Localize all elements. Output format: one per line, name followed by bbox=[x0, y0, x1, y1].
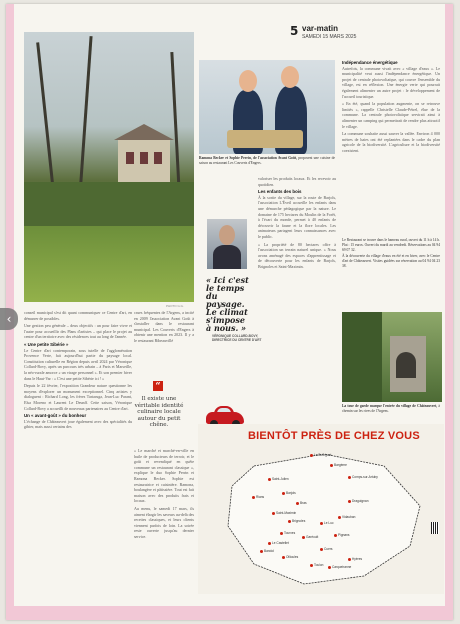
pink-margin-right bbox=[445, 4, 453, 620]
col-right-para: « En été, quand la population augmente, on se retrouve limités », rappelle Christelle Claude-Pétrel, élue de la commune. La centrale photovoltaïque servirait ainsi à alimenter un camping qui permettrait de rendre plus attractif le village. bbox=[342, 101, 440, 129]
quote-attribution: VÉRONIQUE COLLARD-BOVY, DIRECTRICE DU CENTRE D'ART bbox=[212, 334, 262, 342]
map-city-label: Tourves bbox=[284, 531, 296, 535]
photo-portrait bbox=[207, 219, 247, 269]
tree-trunk bbox=[170, 52, 180, 192]
map-city-label: Garéoult bbox=[306, 535, 319, 539]
house-window bbox=[154, 152, 162, 164]
barcode-icon bbox=[431, 522, 439, 534]
map-city-label: Draguignan bbox=[352, 499, 369, 503]
map-city-dot bbox=[320, 548, 323, 551]
col1-subhead: Un « avant-goût » du bonheur bbox=[24, 413, 87, 419]
map-city-dot bbox=[282, 556, 285, 559]
map-title: BIENTÔT PRÈS DE CHEZ VOUS bbox=[248, 430, 420, 442]
col2-para: crues fréquentes de l'Argens, a incité en 2009 l'association Avant Goût à s'installer dans le restaurant municipal. Les Couverts d'Engers à obtenir une mention en 2023. Il y a le restaurant Ribeauvillé bbox=[134, 310, 194, 343]
info-text: À la découverte du village d'eaux en été et en hiver, avec le Centre d'art de Châteauvert. Visites guidées sur réservation au 04 94 04 23 38. bbox=[342, 254, 440, 268]
tower-arch bbox=[396, 352, 416, 378]
col-right-para: La commune souhaite aussi sauver la vallée. Environ 4 000 mètres de haies ont été replantées dans le cadre du plan agricole de la biodiversité. L'agriculture et la biodiversité coexistent. bbox=[342, 131, 440, 153]
tower-caption-text: à chemin sur les rives de l'Argens. bbox=[342, 404, 440, 413]
map-city-label: Saint-Maximin bbox=[276, 511, 297, 515]
map-city-dot bbox=[338, 516, 341, 519]
chefs-caption bbox=[199, 156, 335, 165]
info-text: Le Restaurant se trouve dans le hameau rural, ouvert du 11 h à 14 h. Plat : 15 euros. Ouvert du mardi au vendredi. Réservations au 04 94 69 07 32. bbox=[342, 238, 440, 252]
map-city-dot bbox=[334, 534, 337, 537]
newspaper-logo: var-matin bbox=[302, 24, 339, 33]
map-city-dot bbox=[348, 476, 351, 479]
photo-chefs bbox=[199, 60, 335, 154]
hedge bbox=[24, 182, 194, 226]
house-window bbox=[140, 152, 148, 164]
col2-top bbox=[134, 310, 194, 344]
info-box bbox=[342, 238, 440, 269]
map-city-dot bbox=[260, 550, 263, 553]
cypress-tree bbox=[342, 312, 382, 402]
big-quote: « Ici c'est le temps du paysage. Le climat s'impose à nous. » bbox=[206, 275, 249, 333]
map-city-dot bbox=[252, 496, 255, 499]
masthead bbox=[290, 24, 440, 48]
map-city-label: Le Luc bbox=[324, 521, 334, 525]
map-city-label: Barjols bbox=[286, 491, 296, 495]
issue-date: SAMEDI 15 MARS 2025 bbox=[302, 34, 357, 40]
map-city-dot bbox=[302, 536, 305, 539]
quote-mark-icon: “ bbox=[153, 381, 163, 391]
tower-caption-bold: La tour de garde marque l'entrée du village de Châteauvert, bbox=[342, 404, 438, 408]
col3-middle bbox=[258, 176, 336, 270]
previous-page-button[interactable]: ‹ bbox=[0, 308, 18, 330]
portrait-face bbox=[219, 225, 235, 245]
pull-quote: Il existe une véritable identité culinaire locale autour du petit chêne. bbox=[134, 396, 184, 429]
map-city-label: Carqueiranne bbox=[332, 565, 352, 569]
map-city-dot bbox=[296, 502, 299, 505]
col1-para: Le Centre d'art contemporain, sous tutelle de l'agglomération Provence Verte, fait aujourd'hui partie du paysage local. Constitution culturelle en Région depuis avril 2024 par Véronique Collard-Bovy, après un parcours très urbain – à Paris et Marseille, la néo-rurale amorce « un virage personnel ». Et son premier hiver dans le Haut-Var : « C'est une petite Sibérie ici ! » bbox=[24, 347, 132, 381]
col1-para: L'échange de Châteauvert joue également avec des spécialités du gibier, mais aussi certains des bbox=[24, 418, 132, 430]
var-department-map bbox=[214, 446, 434, 588]
map-city-label: Comps-sur-Artuby bbox=[352, 475, 378, 479]
map-city-label: Hyères bbox=[352, 557, 363, 561]
col-right bbox=[342, 60, 440, 154]
tree-trunk bbox=[36, 42, 55, 191]
map-city-dot bbox=[320, 522, 323, 525]
map-city-label: Le Castellet bbox=[272, 541, 289, 545]
tree-trunk bbox=[78, 36, 92, 196]
col3-mid-para: valoriser les produits locaux. Et les recevoir au quotidien. bbox=[258, 176, 336, 187]
map-city-dot bbox=[328, 566, 331, 569]
map-city-label: Bandol bbox=[264, 549, 274, 553]
house-roof bbox=[114, 124, 174, 140]
portrait-body bbox=[213, 245, 241, 269]
photo-credit: PHOTO G.G. bbox=[166, 304, 184, 308]
pink-margin-bottom bbox=[6, 606, 453, 620]
map-city-label: Vidauban bbox=[342, 515, 356, 519]
map-city-label: Bargème bbox=[334, 463, 347, 467]
map-city-label: Le Bourguet bbox=[314, 453, 332, 457]
map-city-dot bbox=[282, 492, 285, 495]
food-tray bbox=[227, 130, 303, 148]
col3-mid-subhead: Les enfants des bois bbox=[258, 189, 302, 195]
col-right-para: Autrefois, la commune vivait avec « village d'eaux ». Le municipalité veut aussi l'indépendance énergétique. Un projet de centrale photovoltaïque, qui couvre l'ensemble du village, est en réflexion. Une énergie verte qui pourrait également alimenter un autre projet : le développement de l'accueil touristique. bbox=[342, 65, 440, 99]
col1-para: Une gestion peu générale – deux objectifs : un pour faire vivre et l'autre pour accueillir des Plans d'artistes – qui place le projet au centre d'un territoire avec des résidences tout au long de l'année. bbox=[24, 323, 132, 340]
map-city-dot bbox=[288, 520, 291, 523]
map-city-label: Saint-Julien bbox=[272, 477, 289, 481]
map-city-dot bbox=[348, 558, 351, 561]
col1-para: conseil municipal s'est dit quant communiquer ce Centre d'art, en démarrer de possibles. bbox=[24, 310, 132, 321]
photo-watchtower bbox=[342, 312, 442, 402]
chef-head bbox=[239, 70, 257, 92]
col1-subhead: « Une petite Sibérie » bbox=[24, 341, 69, 347]
map-city-dot bbox=[310, 454, 313, 457]
page-number: 5 bbox=[290, 24, 299, 38]
department-outline bbox=[228, 454, 420, 584]
chefs-caption-text: proposent une cuisine de saison au restaurant Les Couverts d'Engers. bbox=[199, 156, 335, 165]
chef-head bbox=[281, 66, 299, 88]
map-city-label: Pignans bbox=[338, 533, 350, 537]
col1 bbox=[24, 310, 132, 430]
chefs-caption-bold: Ramona Becker et Sophie Perrin, de l'association Avant Goût, bbox=[199, 156, 297, 160]
map-city-dot bbox=[268, 478, 271, 481]
map-city-label: Rians bbox=[256, 495, 265, 499]
col2-para: « Le marché et marché-en-ville en huile de producteurs de terroir, et le goût et revendiqué en quête commune un restaurant classique », explique le duo Sophie Perrin et Ramona Becker. Sophie est restauratrice et cuisinière. Ramona, boulangère et pâtissière. Tout est fait maison avec des produits frais et locaux. bbox=[134, 448, 194, 504]
col3-mid-para: À la sortie du village, sur la route de Barjols, l'association L'Éveil accueille les enfants dans une démarche pédagogique par la nature. Le domaine de 175 hectares du Moulin de la Forêt, à l'écart du monde, permet à 40 enfants de découvrir la faune et la flore locales. Les animateurs partagent leurs connaissances avec le public. bbox=[258, 194, 336, 239]
house-window bbox=[126, 152, 134, 164]
map-city-dot bbox=[272, 512, 275, 515]
map-city-dot bbox=[268, 542, 271, 545]
map-city-dot bbox=[280, 532, 283, 535]
photo-village-landscape bbox=[24, 32, 194, 302]
map-city-label: Bras bbox=[300, 501, 307, 505]
map-city-label: Cuers bbox=[324, 547, 333, 551]
newspaper-page bbox=[6, 4, 453, 620]
col-right-heading: Indépendance énergétique bbox=[342, 60, 398, 65]
map-city-label: Ollioules bbox=[286, 555, 299, 559]
map-city-label: Brignoles bbox=[292, 519, 306, 523]
grass bbox=[24, 226, 194, 302]
map-city-label: Toulon bbox=[314, 563, 324, 567]
map-city-dot bbox=[310, 564, 313, 567]
village-house bbox=[118, 138, 170, 184]
map-city-dot bbox=[330, 464, 333, 467]
col3-mid-para: « La propriété de 80 hectares offre à l'association un terrain naturel unique. » Nous avons aménagé des espaces d'apprentissage et de découverte pour les enfants de Barjols, Brignoles et Saint-Maximin. bbox=[258, 241, 336, 269]
col1-para: Depuis le 22 février, l'exposition Grandeur nature questionne les moyens d'explorer un monument exceptionnel. Cinq artistes y dialoguent : Richard Long, les frères Tartaruga, Jean-Luc Parant, Elsa Moreno et Laurent Le Deunff. Cette saison, Véronique Collard-Bovy a accueilli de nouveaux partenaires au Centre d'art. bbox=[24, 383, 132, 411]
tower-caption bbox=[342, 404, 440, 413]
col2-bottom bbox=[134, 448, 194, 540]
map-city-dot bbox=[348, 500, 351, 503]
map-section bbox=[198, 424, 444, 594]
col2-para: Au menu, le samedi 17 mars, ils aiment élargir les saveurs au-delà des recettes classiques, et leurs clients viennent parfois de loin. La soirée reste ouverte jusqu'au dernier service. bbox=[134, 505, 194, 539]
